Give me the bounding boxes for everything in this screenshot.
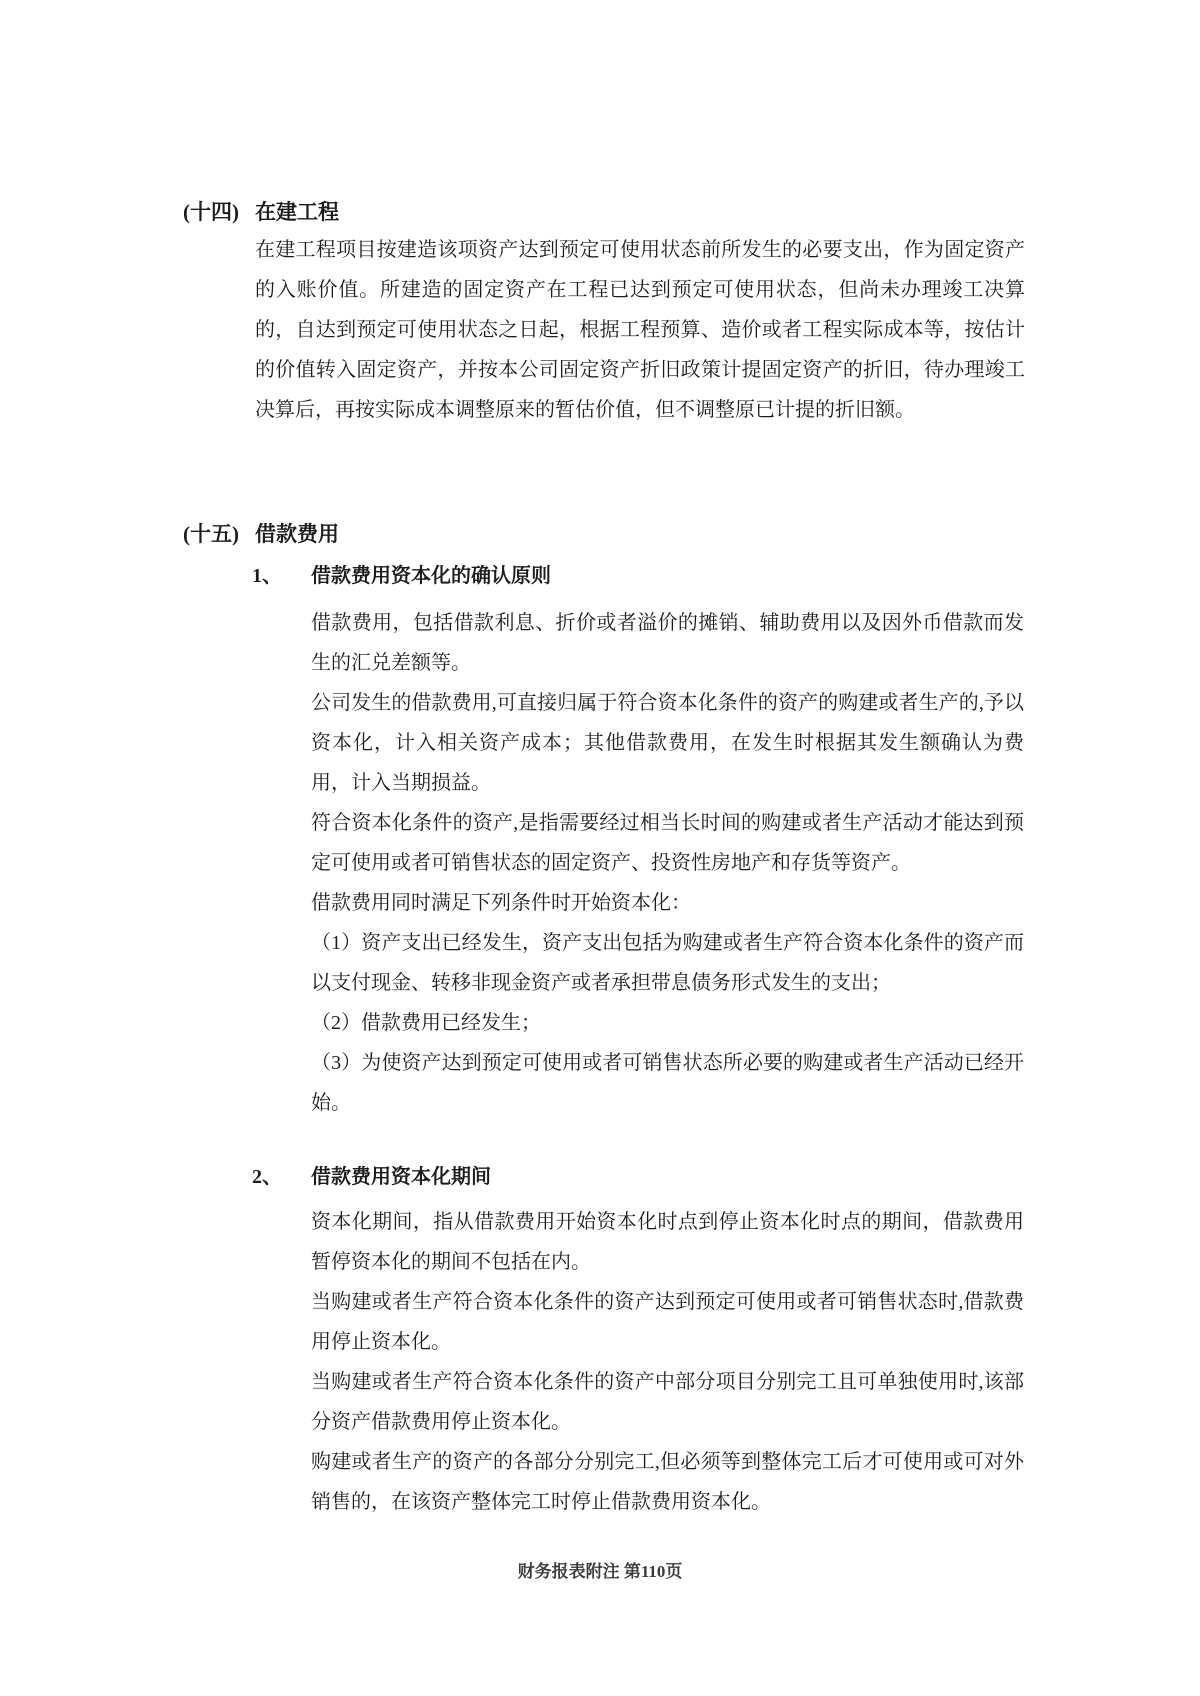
paragraph: 当购建或者生产符合资本化条件的资产达到预定可使用或者可销售状态时,借款费用停止资本化。 [311,1291,1024,1353]
item-heading-capitalization-recognition [252,562,551,590]
paragraph: 当购建或者生产符合资本化条件的资产中部分项目分别完工且可单独使用时,该部分资产借款费用停止资本化。 [311,1371,1024,1433]
paragraph: 符合资本化条件的资产,是指需要经过相当长时间的购建或者生产活动才能达到预定可使用或者可销售状态的固定资产、投资性房地产和存货等资产。 [311,812,1024,874]
paragraph: 在建工程项目按建造该项资产达到预定可使用状态前所发生的必要支出，作为固定资产的入账价值。所建造的固定资产在工程已达到预定可使用状态，但尚未办理竣工决算的，自达到预定可使用状态之日起，根据工程预算、造价或者工程实际成本等，按估计的价值转入固定资产，并按本公司固定资产折旧政策计提固定资产的折旧，待办理竣工决算后，再按实际成本调整原来的暂估价值，但不调整原已计提的折旧额。 [255,239,1025,421]
item-title: 借款费用资本化的确认原则 [311,565,551,587]
item-number: 1、 [252,565,282,587]
paragraph: 公司发生的借款费用,可直接归属于符合资本化条件的资产的购建或者生产的,予以资本化，计入相关资产成本；其他借款费用，在发生时根据其发生额确认为费用，计入当期损益。 [311,692,1024,794]
paragraph: 购建或者生产的资产的各部分分别完工,但必须等到整体完工后才可使用或可对外销售的，在该资产整体完工时停止借款费用资本化。 [311,1451,1024,1513]
item-body-capitalization-recognition [311,603,1024,1123]
item-heading-capitalization-period [252,1163,491,1191]
paragraph: （1）资产支出已经发生，资产支出包括为购建或者生产符合资本化条件的资产而以支付现金、转移非现金资产或者承担带息债务形式发生的支出； [311,932,1024,994]
item-body-capitalization-period [311,1202,1024,1522]
section-title: 在建工程 [255,200,339,224]
section-heading-construction-in-progress [183,198,339,226]
paragraph: 借款费用同时满足下列条件时开始资本化： [311,892,691,914]
item-title: 借款费用资本化期间 [311,1166,491,1188]
paragraph: （3）为使资产达到预定可使用或者可销售状态所必要的购建或者生产活动已经开始。 [311,1052,1024,1114]
section-body-construction-in-progress [255,230,1025,430]
paragraph: 借款费用，包括借款利息、折价或者溢价的摊销、辅助费用以及因外币借款而发生的汇兑差额等。 [311,612,1024,674]
section-number: (十四) [183,200,239,224]
paragraph: （2）借款费用已经发生； [311,1012,541,1034]
paragraph: 资本化期间，指从借款费用开始资本化时点到停止资本化时点的期间，借款费用暂停资本化的期间不包括在内。 [311,1211,1024,1273]
item-number: 2、 [252,1166,282,1188]
section-title: 借款费用 [255,522,339,546]
section-number: (十五) [183,522,239,546]
footer-text: 财务报表附注 第110页 [517,1562,683,1581]
section-heading-borrowing-costs [183,520,339,548]
page-footer [0,1560,1200,1584]
